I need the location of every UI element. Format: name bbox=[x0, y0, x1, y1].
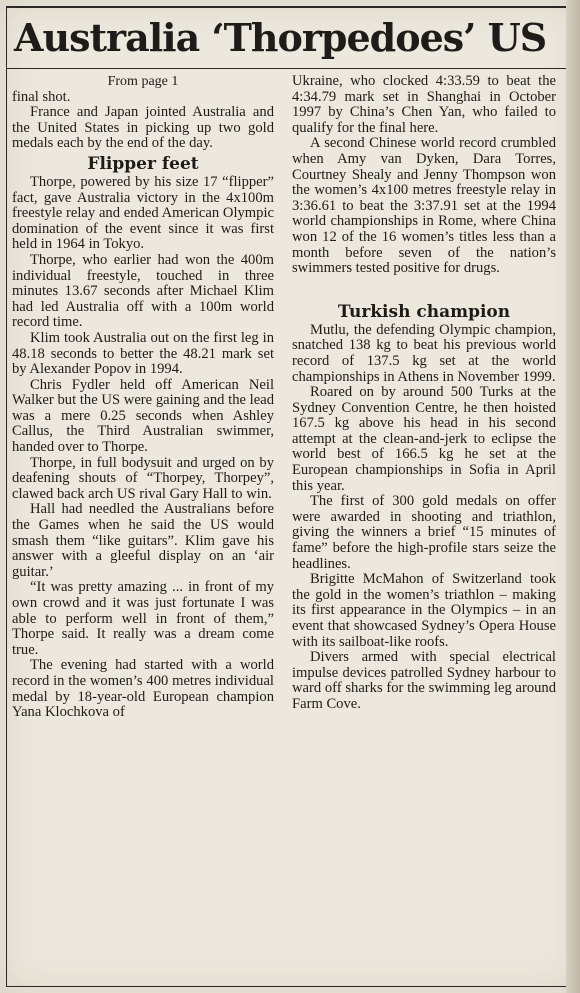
paragraph: Ukraine, who clocked 4:33.59 to beat the 4:34.79 mark set in Shanghai in October 1997 by China’s Chen Yan, who failed to qualify for the final here. bbox=[292, 73, 556, 136]
left-column bbox=[12, 74, 274, 721]
subheading-flipper-feet: Flipper feet bbox=[87, 153, 199, 174]
paragraph: Klim took Australia out on the first leg in 48.18 seconds to better the 48.21 mark set by Alexander Popov in 1994. bbox=[12, 329, 274, 378]
paragraph: final shot. bbox=[12, 88, 71, 105]
paragraph: A second Chinese world record crumbled when Amy van Dyken, Dara Torres, Courtney Shealy and Jenny Thompson won the women’s 4x100 metres freestyle relay in 3:36.61 to beat the 3:37.91 set at the 1994 world championships in Rome, where China won 12 of the 16 women’s titles less than a month before seven of the nation’s swimmers tested positive for drugs. bbox=[292, 135, 556, 277]
left-rule bbox=[6, 6, 7, 987]
paragraph: Thorpe, powered by his size 17 “flipper” fact, gave Australia victory in the 4x100m freestyle relay and ended American Olympic domination of the event since it was first held in 1964 in Tokyo. bbox=[12, 173, 274, 253]
paragraph: Chris Fydler held off American Neil Walker but the US were gaining and the lead was a mere 0.25 seconds when Ashley Callus, the Third Australian swimmer, handed over to Thorpe. bbox=[12, 376, 274, 456]
page-edge bbox=[566, 0, 580, 993]
headline: Australia ‘Thorpedoes’ US bbox=[14, 15, 547, 60]
continuation-note: From page 1 bbox=[107, 74, 179, 89]
top-rule bbox=[6, 6, 566, 8]
paragraph: “It was pretty amazing ... in front of my own crowd and it was just fortunate I was able to perform well in front of them,” Thorpe said. It really was a dream come true. bbox=[12, 579, 274, 658]
right-column bbox=[292, 74, 556, 713]
spacer bbox=[292, 277, 556, 300]
paragraph: Divers armed with special electrical impulse devices patrolled Sydney harbour to ward off sharks for the swimming leg around Farm Cove. bbox=[292, 649, 556, 712]
paragraph: Hall had needled the Australians before the Games when he said the US would smash them “like guitars”. Klim gave his answer with a gleeful display on an ‘air guitar.’ bbox=[12, 501, 274, 580]
paragraph: Roared on by around 500 Turks at the Sydney Convention Centre, he then hoisted 167.5 kg above his head in his second attempt at the clean-and-jerk to eclipse the world best of 166.5 kg he set at the European championships in Sofia in April this year. bbox=[292, 384, 556, 494]
paragraph: Thorpe, in full bodysuit and urged on by deafening shouts of “Thorpey, Thorpey”, clawed back arch US rival Gary Hall to win. bbox=[12, 454, 274, 502]
paragraph: The evening had started with a world record in the women’s 400 metres individual medal by 18-year-old European champion Yana Klochkova of bbox=[12, 657, 274, 721]
subheading-turkish-champion: Turkish champion bbox=[337, 301, 511, 322]
paragraph: Thorpe, who earlier had won the 400m individual freestyle, touched in three minutes 13.67 seconds after Michael Klim had led Australia off with a 100m world record time. bbox=[12, 251, 274, 331]
paragraph: The first of 300 gold medals on offer were awarded in shooting and triathlon, giving the winners a brief “15 minutes of fame” before the high-profile stars seize the headlines. bbox=[292, 493, 556, 572]
paragraph: Brigitte McMahon of Switzerland took the gold in the women’s triathlon – making its first appearance in the Olympics – in an event that showcased Sydney’s Opera House with its sailboat-like roofs. bbox=[292, 571, 556, 650]
bottom-rule bbox=[6, 986, 566, 987]
headline-rule bbox=[6, 68, 566, 69]
paragraph: Mutlu, the defending Olympic champion, snatched 138 kg to beat his previous world record of 137.5 kg set at the world championships in Athens in November 1999. bbox=[292, 321, 556, 385]
paragraph: France and Japan jointed Australia and the United States in picking up two gold medals each by the end of the day. bbox=[12, 104, 274, 152]
